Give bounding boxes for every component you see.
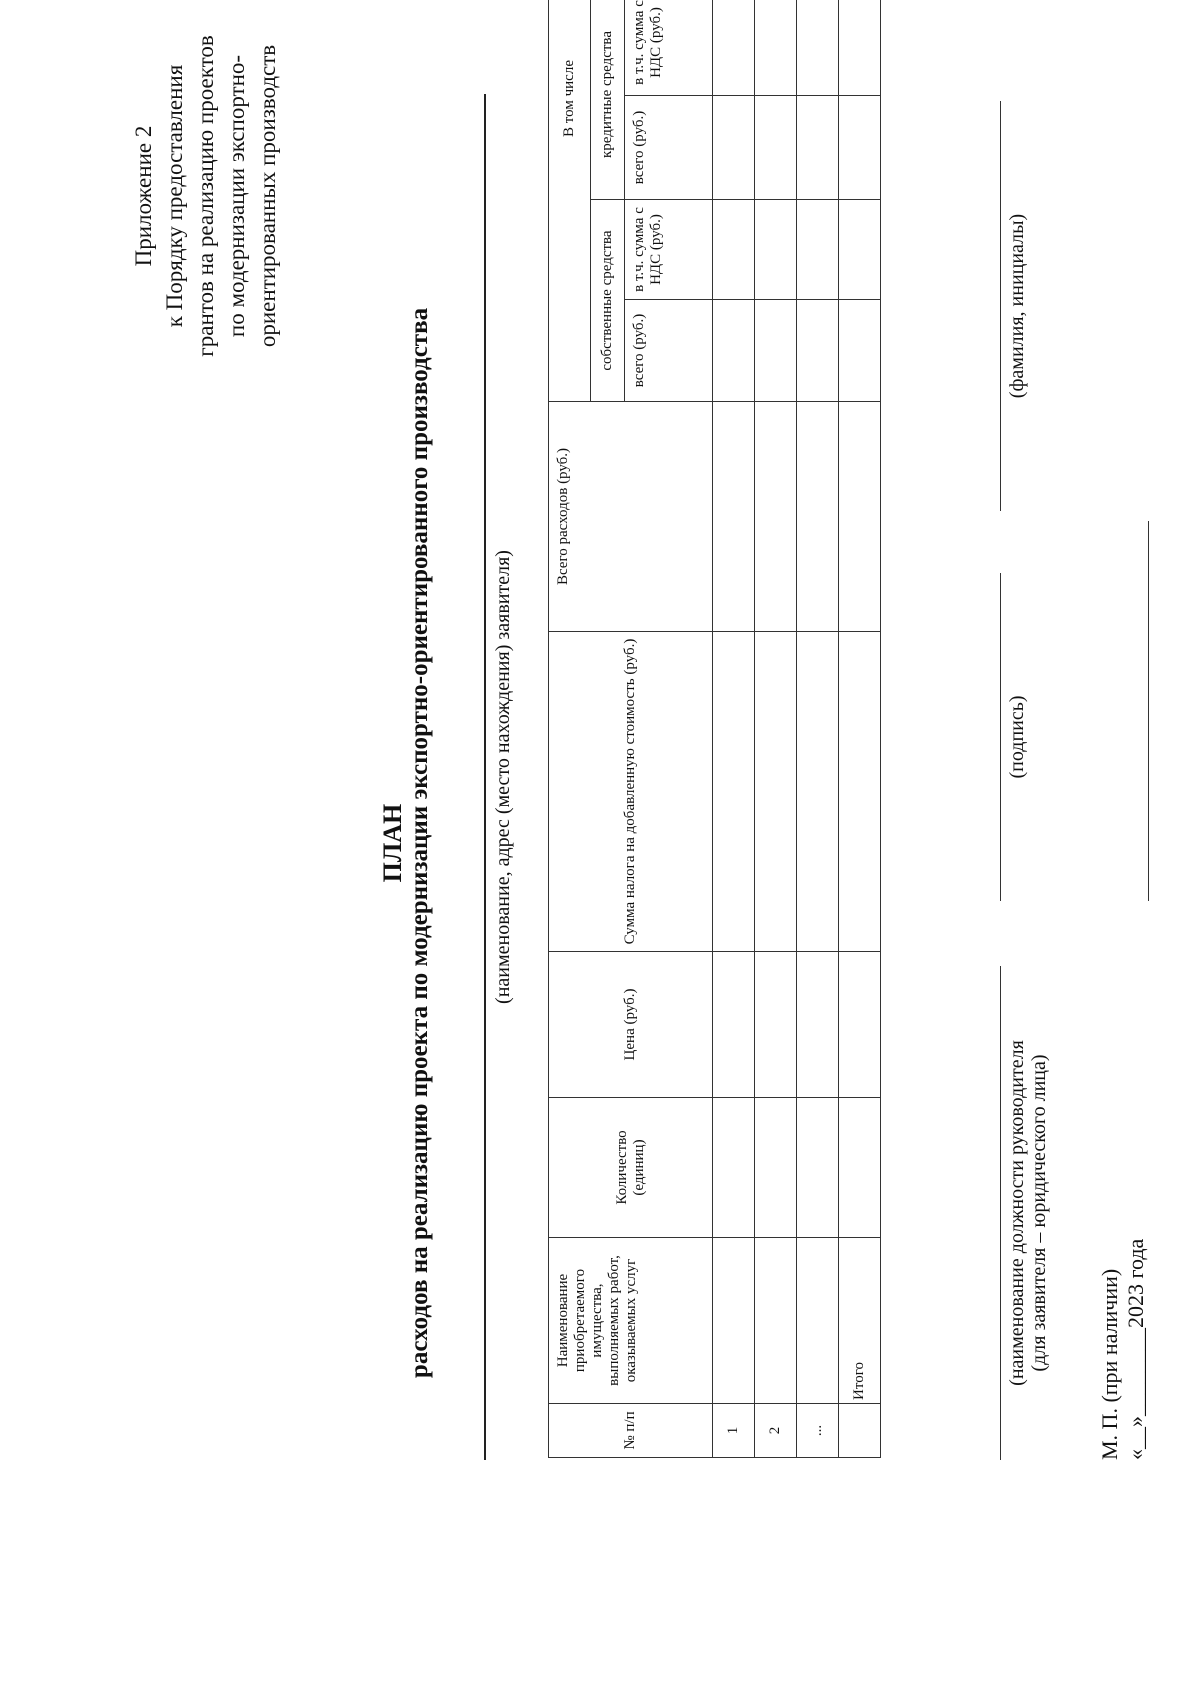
signature-caption: (подпись) <box>1006 695 1028 779</box>
header-qty: Количество (единиц) <box>549 1098 713 1238</box>
stamp-note: М. П. (при наличии) <box>1097 1268 1122 1460</box>
appendix-line: ориентированных производств <box>255 44 280 348</box>
header-credit-funds: кредитные средства <box>591 0 625 200</box>
row-num: ... <box>797 1404 839 1458</box>
position-caption-line: (для заявителя – юридического лица) <box>1028 1054 1050 1372</box>
appendix-header <box>128 26 283 366</box>
appendix-line: по модернизации экспортно- <box>224 54 249 338</box>
row-name <box>713 1238 755 1404</box>
date-line: «__»________2023 года <box>1123 1238 1148 1460</box>
header-vat: Сумма налога на добавленную стоимость (руб.) <box>549 632 713 952</box>
row-name: Итого <box>839 1238 881 1404</box>
position-line <box>1000 966 1001 1460</box>
applicant-line <box>484 94 486 1460</box>
table-row-total <box>839 0 881 1458</box>
header-including: В том числе <box>549 0 591 402</box>
row-num: 2 <box>755 1404 797 1458</box>
applicant-caption: (наименование, адрес (место нахождения) заявителя) <box>492 550 514 1004</box>
position-caption-line: (наименование должности руководителя <box>1006 1040 1028 1386</box>
position-caption <box>1006 966 1050 1460</box>
row-num: 1 <box>713 1404 755 1458</box>
table-row <box>755 0 797 1458</box>
header-credit-vat: в т.ч. сумма с НДС (руб.) <box>625 0 713 96</box>
document-title: ПЛАН <box>378 803 407 883</box>
header-own-total: всего (руб.) <box>625 300 713 402</box>
table-row <box>713 0 755 1458</box>
row-num <box>839 1404 881 1458</box>
appendix-line: к Порядку предоставления <box>162 64 187 328</box>
header-total: Всего расходов (руб.) <box>549 402 713 632</box>
appendix-line: грантов на реализацию проектов <box>193 35 218 357</box>
header-name: Наименование приобретаемого имущества, выполняемых работ, оказываемых услуг <box>549 1238 713 1404</box>
extra-signature-line <box>1148 521 1149 901</box>
header-credit-total: всего (руб.) <box>625 96 713 200</box>
name-caption: (фамилия, инициалы) <box>1006 213 1028 399</box>
header-num: № п/п <box>549 1404 713 1458</box>
appendix-line: Приложение 2 <box>131 125 156 267</box>
row-name <box>755 1238 797 1404</box>
row-name <box>797 1238 839 1404</box>
expense-plan-table <box>548 0 881 1458</box>
table-row <box>797 0 839 1458</box>
document-subtitle: расходов на реализацию проекта по модернизации экспортно-ориентированного производства <box>406 307 433 1379</box>
header-own-funds: собственные средства <box>591 200 625 402</box>
header-own-vat: в т.ч. сумма с НДС (руб.) <box>625 200 713 300</box>
header-price: Цена (руб.) <box>549 952 713 1098</box>
name-line <box>1000 101 1001 511</box>
signature-line <box>1000 573 1001 901</box>
